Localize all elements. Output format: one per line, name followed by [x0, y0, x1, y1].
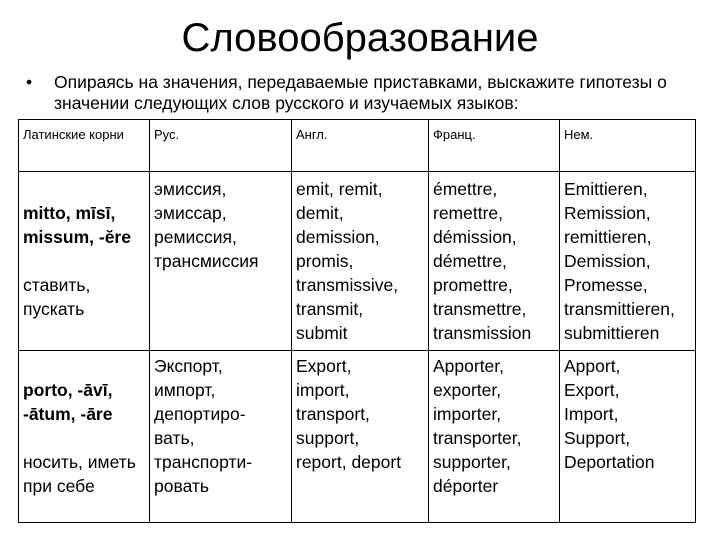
german-words-cell: Apport, Export, Import, Support, Deportation: [560, 351, 696, 523]
english-words-cell: emit, remit, demit, demission, promis, transmissive, transmit, submit: [292, 172, 429, 351]
latin-root-meaning: носить, иметь при себе: [23, 452, 136, 496]
header-russian: Рус.: [150, 120, 292, 172]
latin-root-cell: [19, 351, 150, 523]
russian-words-cell: Экспорт, импорт, депортиро- вать, транспорти- ровать: [150, 351, 292, 523]
table-row: [19, 351, 696, 523]
german-words-cell: Emittieren, Remission, remittieren, Demission, Promesse, transmittieren, submittieren: [560, 172, 696, 351]
table-row: [19, 172, 696, 351]
latin-root-cell: [19, 172, 150, 351]
header-latin-roots: Латинские корни: [19, 120, 150, 172]
latin-root-term: mitto, mīsī, missum, -ĕre: [23, 203, 131, 247]
word-formation-table: [18, 119, 696, 523]
slide-title: Словообразование: [181, 16, 539, 60]
english-words-cell: Export, import, transport, support, report, deport: [292, 351, 429, 523]
french-words-cell: émettre, remettre, démission, démettre, promettre, transmettre, transmission: [429, 172, 560, 351]
latin-root-term: porto, -āvī, -ātum, -āre: [23, 380, 113, 424]
bullet-mark: •: [26, 72, 33, 92]
russian-words-cell: эмиссия, эмиссар, ремиссия, трансмиссия: [150, 172, 292, 351]
french-words-cell: Apporter, exporter, importer, transporter, supporter, déporter: [429, 351, 560, 523]
table-header-row: [19, 120, 696, 172]
header-english: Англ.: [292, 120, 429, 172]
header-german: Нем.: [560, 120, 696, 172]
header-french: Франц.: [429, 120, 560, 172]
instruction-bullet: [22, 72, 712, 114]
latin-root-meaning: ставить, пускать: [23, 275, 91, 319]
instruction-text: Опираясь на значения, передаваемые приставками, выскажите гипотезы о значении следующих слов русского и изучаемых языков:: [54, 72, 667, 113]
